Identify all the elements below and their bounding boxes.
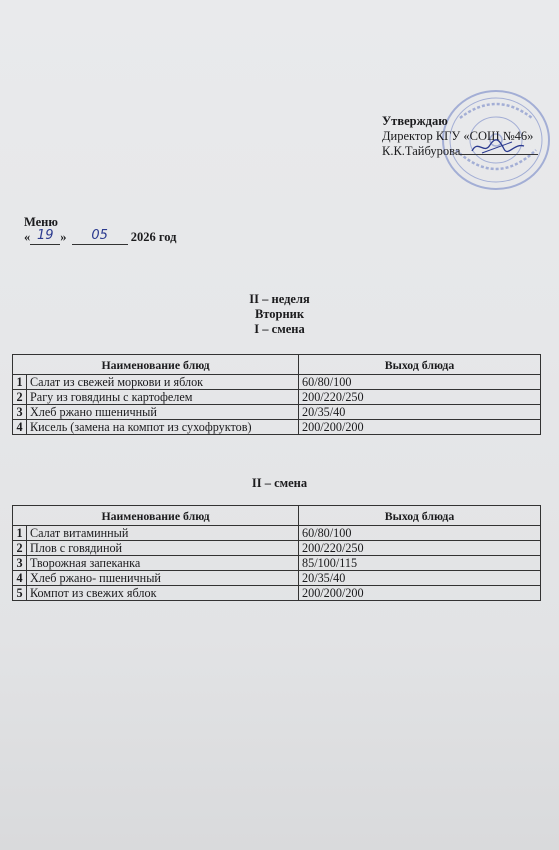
dish-name: Хлеб ржано- пшеничный bbox=[27, 571, 299, 586]
table-row bbox=[13, 405, 541, 420]
signature-line bbox=[460, 144, 538, 155]
date-close-quote: » bbox=[60, 230, 67, 244]
week-heading-block bbox=[0, 292, 559, 337]
date-month-blank bbox=[72, 228, 128, 245]
dish-name: Кисель (замена на компот из сухофруктов) bbox=[27, 420, 299, 435]
portion-value: 20/35/40 bbox=[299, 571, 541, 586]
table-row bbox=[13, 526, 541, 541]
portion-value: 60/80/100 bbox=[299, 375, 541, 390]
portion-value: 200/220/250 bbox=[299, 390, 541, 405]
date-month: 05 bbox=[91, 228, 108, 243]
dish-name: Плов с говядиной bbox=[27, 541, 299, 556]
portion-value: 60/80/100 bbox=[299, 526, 541, 541]
table-row bbox=[13, 556, 541, 571]
day-heading: Вторник bbox=[254, 307, 305, 321]
row-number: 3 bbox=[13, 405, 27, 420]
portion-value: 200/220/250 bbox=[299, 541, 541, 556]
portion-value: 200/200/200 bbox=[299, 420, 541, 435]
dish-name: Салат витаминный bbox=[27, 526, 299, 541]
approval-position: Директор КГУ «СОШ №46» bbox=[382, 129, 534, 143]
row-number: 2 bbox=[13, 541, 27, 556]
portion-value: 20/35/40 bbox=[299, 405, 541, 420]
row-number: 4 bbox=[13, 571, 27, 586]
table-row bbox=[13, 390, 541, 405]
table-row bbox=[13, 541, 541, 556]
portion-value: 200/200/200 bbox=[299, 586, 541, 601]
shift2-table bbox=[12, 505, 541, 601]
week-heading: II – неделя bbox=[249, 292, 310, 306]
date-open-quote: « bbox=[24, 230, 31, 244]
dish-name: Салат из свежей моркови и яблок bbox=[27, 375, 299, 390]
date-day: 19 bbox=[36, 228, 54, 243]
dish-name: Рагу из говядины с картофелем bbox=[27, 390, 299, 405]
row-number: 4 bbox=[13, 420, 27, 435]
table-row bbox=[13, 420, 541, 435]
approval-block bbox=[382, 114, 538, 159]
dish-column-header: Наименование блюд bbox=[13, 355, 299, 375]
approval-title: Утверждаю bbox=[382, 114, 448, 128]
portion-value: 85/100/115 bbox=[299, 556, 541, 571]
portion-column-header: Выход блюда bbox=[299, 355, 541, 375]
shift2-heading: II – смена bbox=[251, 476, 308, 490]
menu-date bbox=[24, 230, 176, 245]
row-number: 3 bbox=[13, 556, 27, 571]
table-header-row bbox=[13, 506, 541, 526]
portion-column-header: Выход блюда bbox=[299, 506, 541, 526]
menu-label: Меню bbox=[24, 215, 58, 229]
approval-name-line bbox=[382, 144, 538, 159]
dish-name: Хлеб ржано пшеничный bbox=[27, 405, 299, 420]
shift1-table bbox=[12, 354, 541, 435]
menu-header bbox=[24, 215, 176, 245]
table-row bbox=[13, 586, 541, 601]
date-year: 2026 год bbox=[130, 230, 177, 244]
date-day-blank bbox=[30, 228, 60, 245]
row-number: 2 bbox=[13, 390, 27, 405]
dish-name: Компот из свежих яблок bbox=[27, 586, 299, 601]
signature-scribble bbox=[468, 137, 528, 157]
table-row bbox=[13, 375, 541, 390]
approval-name: К.К.Тайбурова bbox=[382, 144, 461, 158]
row-number: 1 bbox=[13, 526, 27, 541]
dish-column-header: Наименование блюд bbox=[13, 506, 299, 526]
row-number: 1 bbox=[13, 375, 27, 390]
row-number: 5 bbox=[13, 586, 27, 601]
table-row bbox=[13, 571, 541, 586]
table-header-row bbox=[13, 355, 541, 375]
shift1-heading: I – смена bbox=[254, 322, 305, 336]
dish-name: Творожная запеканка bbox=[27, 556, 299, 571]
